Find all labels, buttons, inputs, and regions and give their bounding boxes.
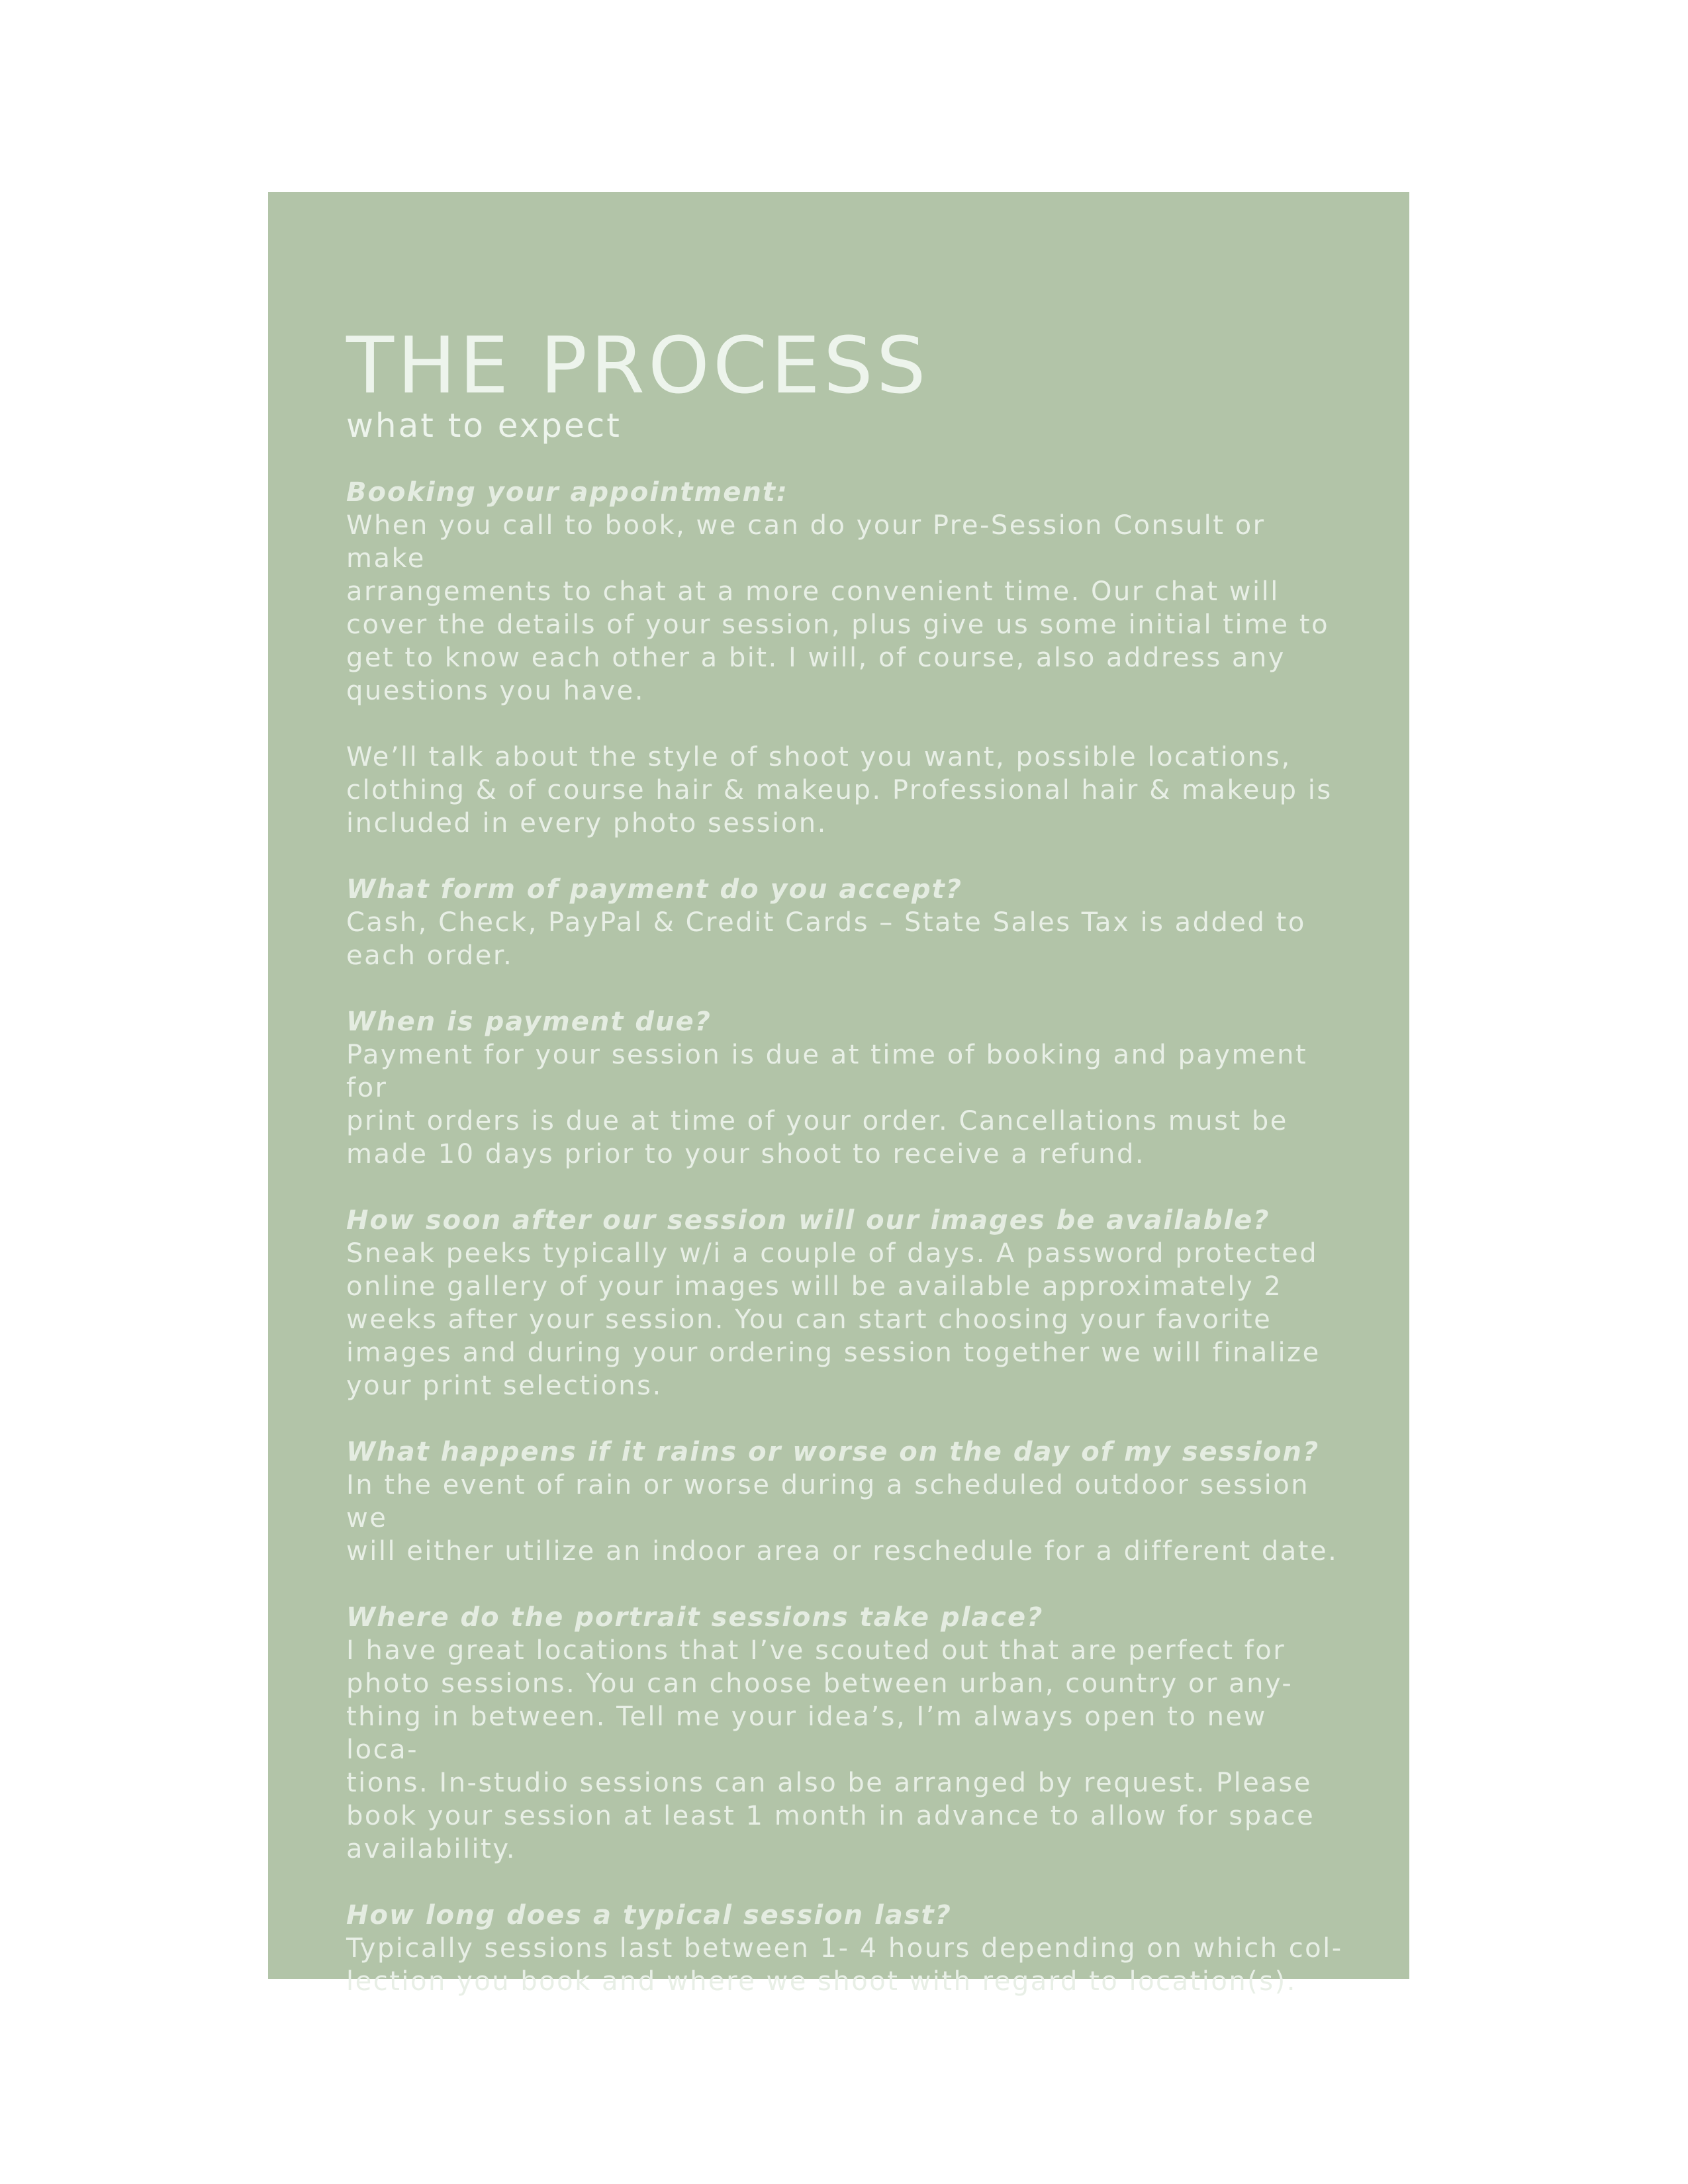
faq-answer: When you call to book, we can do your Pre-Session Consult or make arrangements to chat at a more convenient time. Our chat will cover the details of your session, plus give us some initial time to get to know each other a bit. I will, of course, also address any questions you have.	[346, 510, 1330, 706]
faq-answer: Cash, Check, PayPal & Credit Cards – State Sales Tax is added to each order.	[346, 907, 1306, 971]
faq-answer: We’ll talk about the style of shoot you want, possible locations, clothing & of course hair & makeup. Professional hair & makeup is included in every photo session.	[346, 742, 1333, 839]
page-title: THE PROCESS	[346, 320, 929, 411]
faq-question: What happens if it rains or worse on the day of my session?	[346, 1437, 1320, 1467]
faq-section-image-availability	[346, 1204, 1343, 1402]
faq-section-rain	[346, 1435, 1343, 1568]
faq-answer: Sneak peeks typically w/i a couple of days. A password protected online gallery of your images will be available approximately 2 weeks after your session. You can start choosing your favorite images and during your ordering session together we will finalize your print selections.	[346, 1238, 1321, 1401]
faq-section-booking	[346, 476, 1343, 840]
faq-question: What form of payment do you accept?	[346, 874, 962, 905]
faq-question: How soon after our session will our images be available?	[346, 1205, 1270, 1236]
faq-question: Booking your appointment:	[346, 477, 788, 508]
faq-section-payment-due	[346, 1005, 1343, 1171]
process-panel	[268, 192, 1409, 1997]
faq-answer: Typically sessions last between 1- 4 hours depending on which col- lection you book and where we shoot with regard to location(s).	[346, 1933, 1343, 1997]
faq-question: How long does a typical session last?	[346, 1900, 952, 1931]
faq-answer: Payment for your session is due at time of booking and payment for print orders is due at time of your order. Cancellations must be made 10 days prior to your shoot to receive a refund.	[346, 1040, 1308, 1169]
faq-answer: I have great locations that I’ve scouted out that are perfect for photo sessions. You can choose between urban, country or any- thing in between. Tell me your idea’s, I’m always open to new loca- tions. In-studio sessions can also be arranged by request. Please book your session at least 1 month in advance to allow for space availability.	[346, 1635, 1315, 1864]
faq-section-locations	[346, 1601, 1343, 1866]
faq-section-duration	[346, 1899, 1343, 1998]
faq-question: Where do the portrait sessions take place?	[346, 1602, 1044, 1633]
faq-question: When is payment due?	[346, 1007, 712, 1037]
faq-section-payment-form	[346, 873, 1343, 972]
faq-answer: In the event of rain or worse during a scheduled outdoor session we will either utilize an indoor area or reschedule for a different date.	[346, 1470, 1338, 1567]
page-subtitle: what to expect	[346, 406, 622, 445]
